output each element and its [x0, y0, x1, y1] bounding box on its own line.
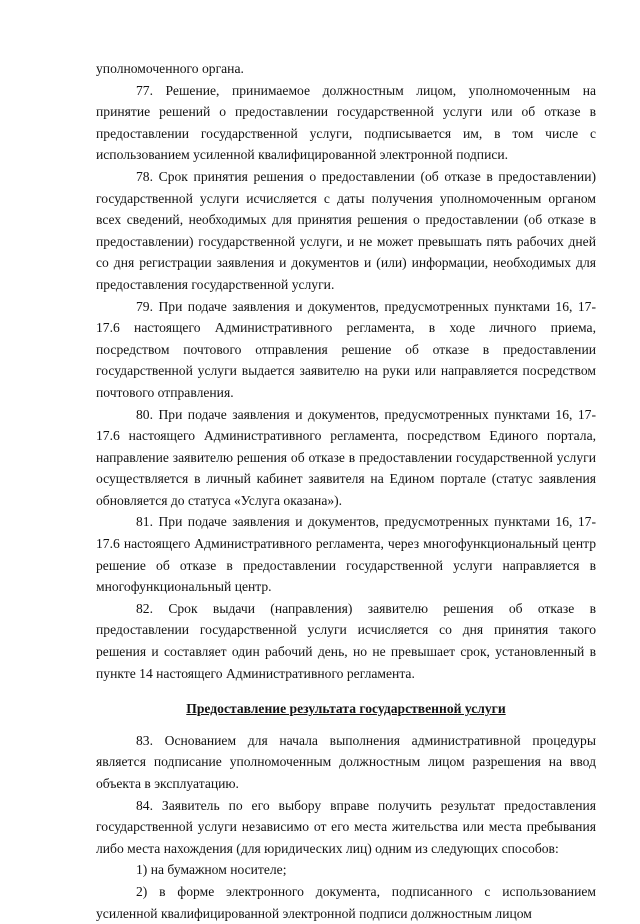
document-page — [96, 58, 596, 924]
paragraph-p80: 80. При подаче заявления и документов, предусмотренных пунктами 16, 17-17.6 настоящего Административного регламента, посредством Единого портала, направление заявителю решения об отказе в предоставлении государственной услуги осуществляется в личный кабинет заявителя на Едином портале (статус заявления обновляется до статуса «Услуга оказана»). — [96, 406, 596, 508]
paragraph-p77: 77. Решение, принимаемое должностным лицом, уполномоченным на принятие решений о предоставлении государственной услуги или об отказе в предоставлении государственной услуги, подписывается им, в том числе с использованием усиленной квалифицированной электронной подписи. — [96, 82, 596, 163]
paragraph-p79: 79. При подаче заявления и документов, предусмотренных пунктами 16, 17-17.6 настоящего Административного регламента, в ходе личного приема, посредством почтового отправления решение об отказе в предоставлении государственной услуги выдается заявителю на руки или направляется посредством почтового отправления. — [96, 298, 596, 400]
section-before-heading — [96, 58, 596, 684]
paragraph-p82: 82. Срок выдачи (направления) заявителю решения об отказе в предоставлении государственной услуги исчисляется со дня принятия такого решения и составляет один рабочий день, но не превышает срок, установленный в пункте 14 настоящего Административного регламента. — [96, 600, 596, 681]
section-heading: Предоставление результата государственной услуги — [186, 701, 506, 717]
paragraph-p-cont: уполномоченного органа. — [96, 61, 244, 76]
paragraph-p83: 83. Основанием для начала выполнения административной процедуры является подписание уполномоченным должностным лицом разрешения на ввод объекта в эксплуатацию. — [96, 732, 596, 791]
paragraph-p81: 81. При подаче заявления и документов, предусмотренных пунктами 16, 17-17.6 настоящего Административного регламента, через многофункциональный центр решение об отказе в предоставлении государственной услуги направляется в многофункциональный центр. — [96, 514, 596, 595]
paragraph-p78: 78. Срок принятия решения о предоставлении (об отказе в предоставлении) государственной услуги исчисляется с даты получения уполномоченным органом всех сведений, необходимых для принятия решения о предоставлении (об отказе в предоставлении) государственной услуги, и не может превышать пять рабочих дней со дня регистрации заявления и документов и (или) информации, необходимых для предоставления государственной услуги. — [96, 168, 596, 292]
section-after-heading — [96, 730, 596, 924]
paragraph-p84-2: 2) в форме электронного документа, подписанного с использованием усиленной квалифицированной электронной подписи должностным лицом — [96, 883, 596, 921]
paragraph-p84-1: 1) на бумажном носителе; — [136, 862, 287, 878]
paragraph-p84: 84. Заявитель по его выбору вправе получить результат предоставления государственной услуги независимо от его места жительства или места пребывания либо места нахождения (для юридических лиц) одним из следующих способов: — [96, 797, 596, 856]
